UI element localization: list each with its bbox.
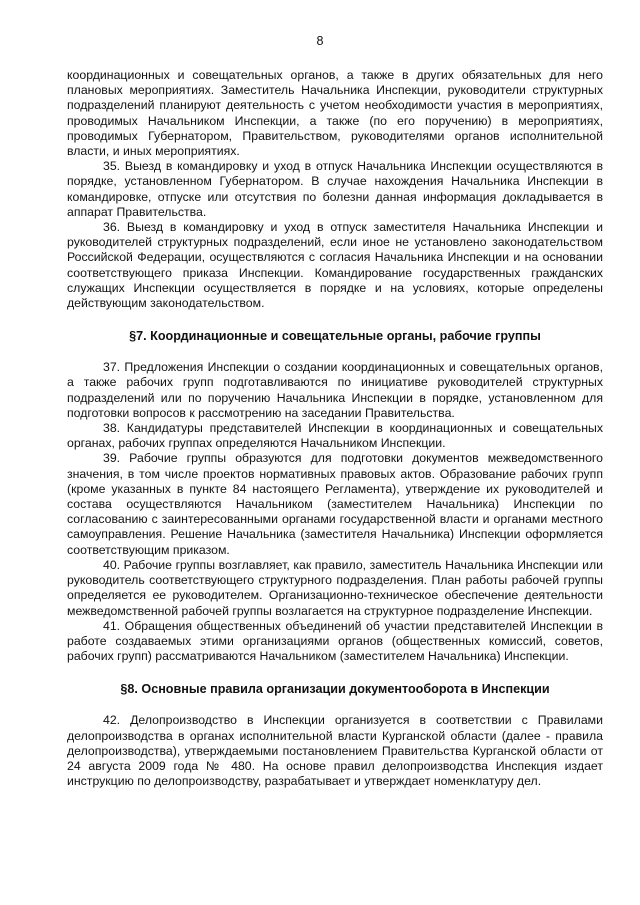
- paragraph-35: 35. Выезд в командировку и уход в отпуск Начальника Инспекции осуществляются в порядке, установленном Губернатором. В случае нахождения Начальника Инспекции в командировке, отпуске или отсутствия по болезни данная информация докладывается в аппарат Правительства.: [67, 159, 603, 219]
- paragraph-36: 36. Выезд в командировку и уход в отпуск заместителя Начальника Инспекции и руководителей структурных подразделений, если иное не установлено законодательством Российской Федерации, осуществляются с согласия Начальника Инспекции и на основании соответствующего приказа Инспекции. Командирование государственных гражданских служащих Инспекции осуществляется в порядке и на условиях, которые определены действующим законодательством.: [67, 220, 603, 311]
- paragraph-41: 41. Обращения общественных объединений об участии представителей Инспекции в работе создаваемых этими организациями органов (общественных комиссий, советов, рабочих групп) рассматриваются Начальником (заместителем Начальника) Инспекции.: [67, 618, 603, 664]
- paragraph-40: 40. Рабочие группы возглавляет, как правило, заместитель Начальника Инспекции или руководитель соответствующего структурного подразделения. План работы рабочей группы определяется ее руководителем. Организационно-техническое обеспечение деятельности межведомственной рабочей группы возлагается на структурное подразделение Инспекции.: [67, 557, 603, 618]
- section-7-heading: §7. Координационные и совещательные органы, рабочие группы: [129, 329, 541, 344]
- paragraph-42: 42. Делопроизводство в Инспекции организуется в соответствии с Правилами делопроизводства в органах исполнительной власти Курганской области (далее - правила делопроизводства), утверждаемыми постановлением Правительства Курганской области от 24 августа 2009 года № 480. На основе правил делопроизводства Инспекция издает инструкцию по делопроизводству, разрабатывает и утверждает номенклатуру дел.: [67, 713, 603, 789]
- page-number: 8: [316, 34, 324, 48]
- paragraph-39: 39. Рабочие группы образуются для подготовки документов межведомственного значения, в том числе проектов нормативных правовых актов. Образование рабочих групп (кроме указанных в пункте 84 настоящего Регламента), утверждение их руководителей и состава осуществляются Начальником (заместителем Начальника) Инспекции по согласованию с заинтересованными органами государственной власти и органами местного самоуправления. Решение Начальника (заместителя Начальника) Инспекции оформляется соответствующим приказом.: [67, 451, 603, 557]
- document-body: [67, 68, 603, 789]
- paragraph-continuation: координационных и совещательных органов, а также в других обязательных для него плановых мероприятиях. Заместитель Начальника Инспекции, руководители структурных подразделений планируют деятельность с учетом необходимости участия в мероприятиях, проводимых Начальником Инспекции, а также (по его поручению) в мероприятиях, проводимых Губернатором, Правительством, руководителями органов исполнительной власти, и иных мероприятиях.: [67, 68, 603, 159]
- section-8-heading: §8. Основные правила организации документооборота в Инспекции: [120, 682, 550, 697]
- paragraph-38: 38. Кандидатуры представителей Инспекции в координационных и совещательных органах, рабочих группах определяются Начальником Инспекции.: [67, 421, 603, 451]
- paragraph-37: 37. Предложения Инспекции о создании координационных и совещательных органов, а также рабочих групп подготавливаются по инициативе руководителей структурных подразделений или по поручению Начальника Инспекции в порядке, установленном для подготовки вопросов к рассмотрению на заседании Правительства.: [67, 360, 603, 420]
